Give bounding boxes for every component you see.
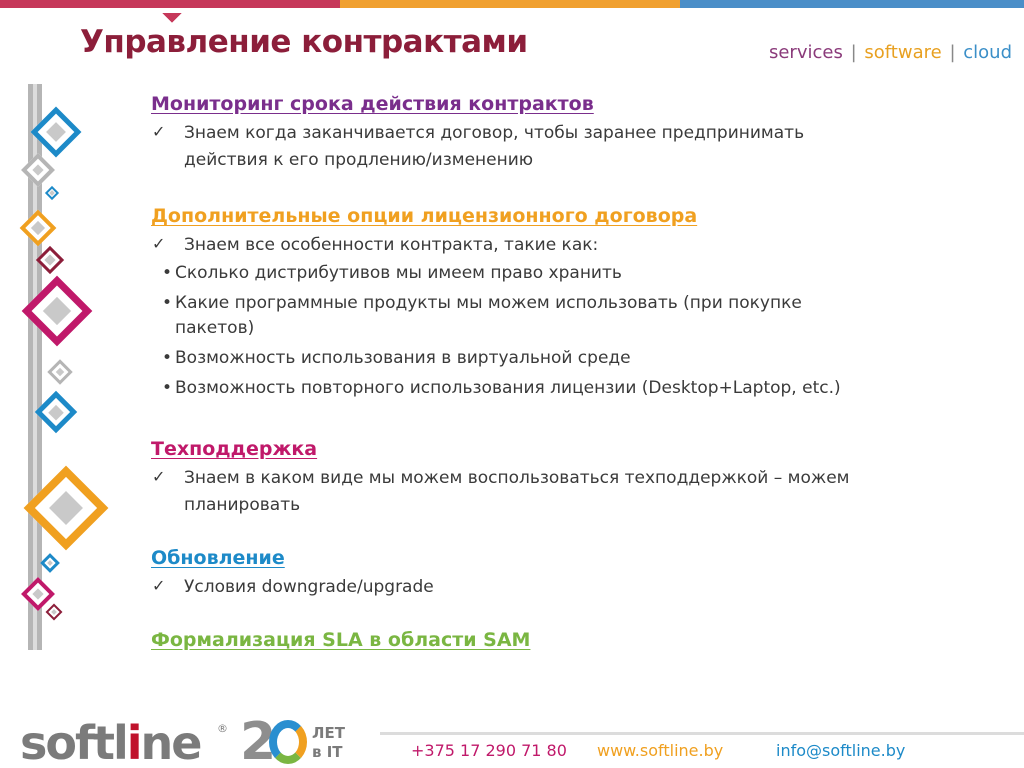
tagline-software: software <box>864 42 942 63</box>
footer-website[interactable]: www.softline.by <box>597 741 724 760</box>
footer-divider <box>380 732 1024 735</box>
anniversary-label <box>312 724 345 762</box>
page-title: Управление контрактами <box>80 24 528 60</box>
check-icon: ✓ <box>152 576 166 595</box>
list-item-text: Знаем в каком виде мы можем воспользоваться техподдержкой – можем <box>184 468 850 488</box>
logo-text-accent: i <box>126 716 141 768</box>
bullet-item-text: Возможность повторного использования лицензии (Desktop+Laptop, etc.) <box>175 378 841 398</box>
footer-email[interactable]: info@softline.by <box>776 741 906 760</box>
check-icon: ✓ <box>152 122 166 141</box>
check-icon: ✓ <box>152 234 166 253</box>
list-item-text: Знаем все особенности контракта, такие как: <box>184 235 599 255</box>
list-item-text: Знаем когда заканчивается договор, чтобы заранее предпринимать <box>184 123 805 143</box>
list-item-text: Условия downgrade/upgrade <box>184 577 434 597</box>
section-heading-license-options: Дополнительные опции лицензионного договора <box>151 205 698 227</box>
bullet-icon: • <box>162 263 173 283</box>
tagline-cloud: cloud <box>963 42 1012 63</box>
section-heading-support: Техподдержка <box>151 438 318 460</box>
list-item-text: планировать <box>184 495 301 515</box>
list-item-text: действия к его продлению/изменению <box>184 150 534 170</box>
bullet-item-text: Возможность использования в виртуальной среде <box>175 348 631 368</box>
anniversary-zero-ring-icon <box>269 720 307 764</box>
bullet-item-text: Сколько дистрибутивов мы имеем право хранить <box>175 263 622 283</box>
tagline-services: services <box>768 42 843 63</box>
tagline-separator: | <box>949 42 956 63</box>
bullet-icon: • <box>162 293 173 313</box>
section-heading-updates: Обновление <box>151 547 285 569</box>
tagline-separator: | <box>850 42 857 63</box>
bullet-item-text: Какие программные продукты мы можем использовать (при покупке <box>175 293 802 313</box>
logo-text-part: softl <box>20 716 127 768</box>
anniversary-line2: в IT <box>312 743 343 761</box>
bullet-icon: • <box>162 378 173 398</box>
registered-mark: ® <box>217 722 228 735</box>
bullet-item-text: пакетов) <box>175 318 255 338</box>
section-heading-monitoring: Мониторинг срока действия контрактов <box>151 93 594 115</box>
logo-text-part: ne <box>140 716 201 768</box>
section-heading-sla: Формализация SLA в области SAM <box>151 629 531 651</box>
footer-phone: +375 17 290 71 80 <box>411 741 567 760</box>
bullet-icon: • <box>162 348 173 368</box>
anniversary-number: 2 <box>240 712 273 768</box>
check-icon: ✓ <box>152 467 166 486</box>
anniversary-line1: ЛЕТ <box>312 724 345 742</box>
softline-logo <box>20 716 201 768</box>
